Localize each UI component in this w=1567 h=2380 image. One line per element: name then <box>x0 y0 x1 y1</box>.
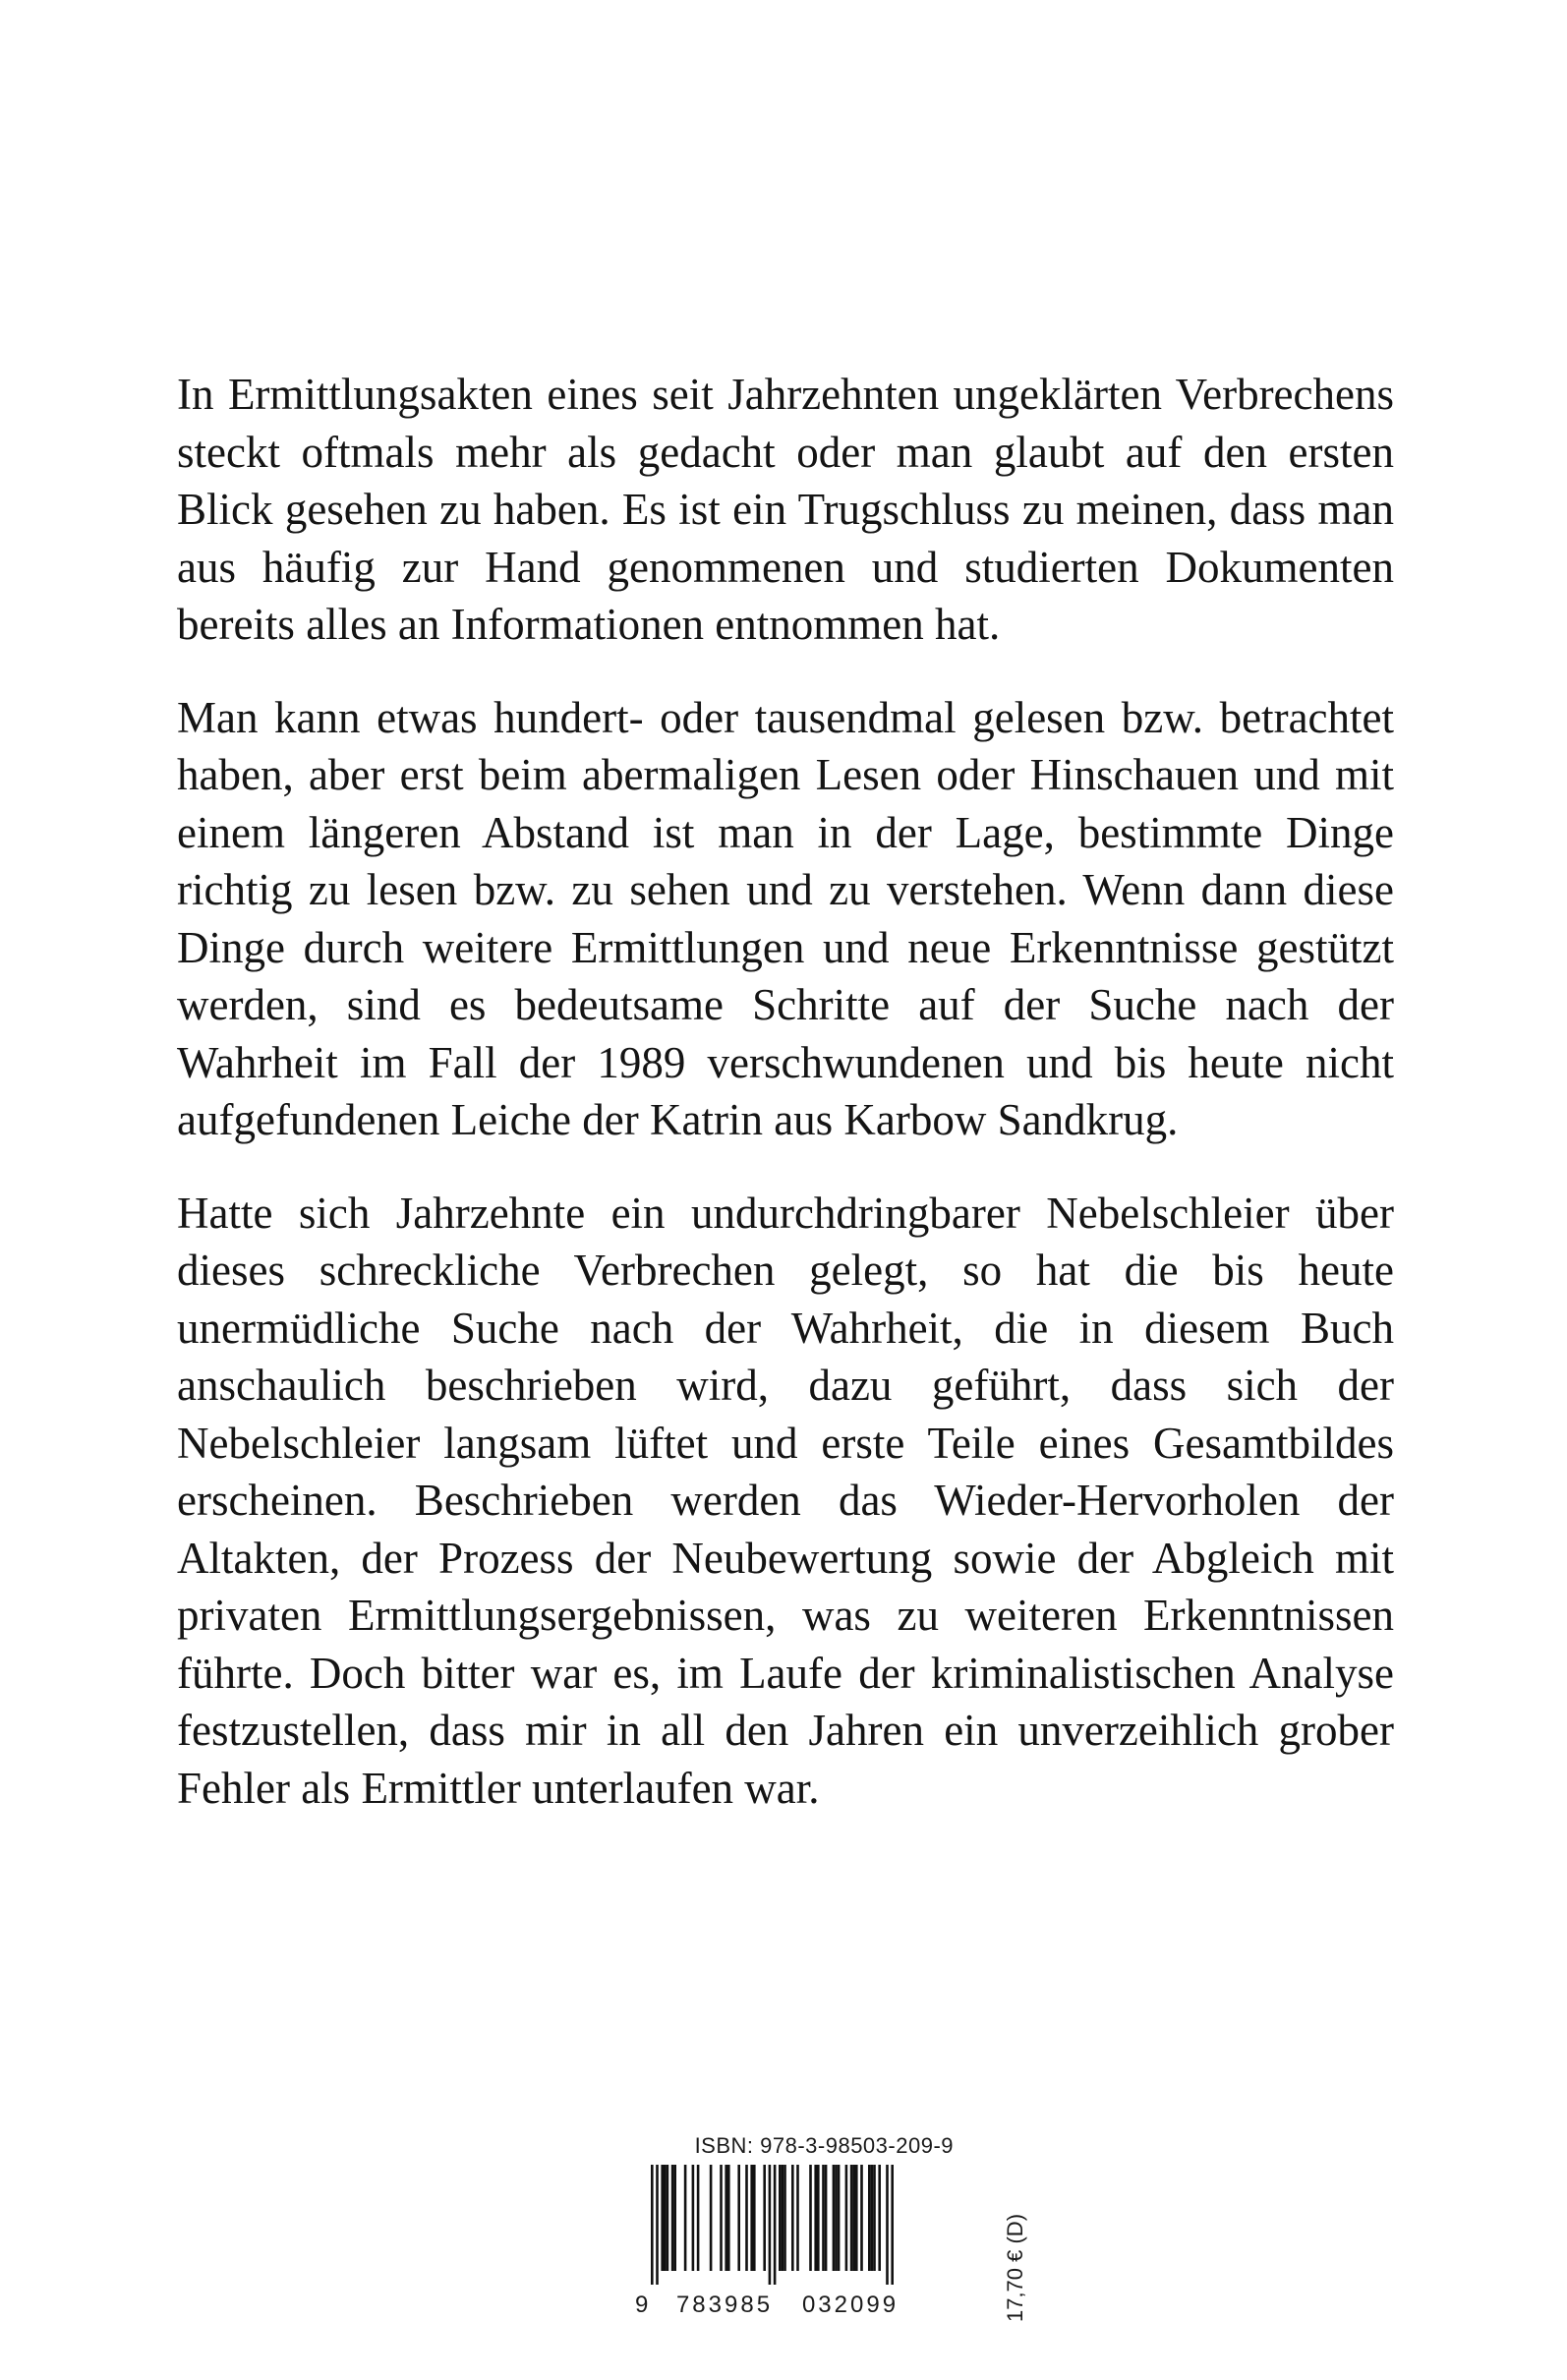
barcode-bar <box>671 2165 674 2271</box>
barcode-bar <box>684 2165 687 2271</box>
barcode-guard-bar <box>891 2165 894 2285</box>
barcode-guard-bar <box>651 2165 654 2285</box>
barcode-bar <box>878 2165 881 2271</box>
barcode-digits-left: 783985 <box>675 2292 774 2318</box>
barcode-bar <box>692 2165 695 2271</box>
barcode-digit-lead: 9 <box>635 2292 649 2318</box>
barcode-bar <box>791 2165 794 2271</box>
blurb-paragraph-3: Hatte sich Jahrzehnte ein undurchdringbarer Nebelschleier über dieses schreckliche Verbrechen gelegt, so hat die bis heute unermüdliche Suche nach der Wahrheit, die in diesem Buch anschaulich beschrieben wird, dazu geführt, dass sich der Nebelschleier langsam lüftet und erste Teile eines Gesamtbildes erscheinen. Beschrieben werden das Wieder-Hervorholen der Altakten, der Prozess der Neubewertung sowie der Abgleich mit privaten Ermittlungsergebnissen, was zu weiteren Erkenntnissen führte. Doch bitter war es, im Laufe der kriminalistischen Analyse festzustellen, dass mir in all den Jahren ein unverzeihlich grober Fehler als Ermittler unterlaufen war. <box>177 1188 1394 1813</box>
barcode-bar <box>737 2165 740 2271</box>
barcode-bar <box>727 2165 730 2271</box>
barcode-bars <box>651 2165 894 2285</box>
barcode-bar <box>822 2165 825 2271</box>
blurb-paragraph-1: In Ermittlungsakten eines seit Jahrzehnten ungeklärten Verbrechens steckt oftmals mehr als gedacht oder man glaubt auf den ersten Blick gesehen zu haben. Es ist ein Trugschluss zu meinen, dass man aus häufig zur Hand genommenen und studierten Dokumenten bereits alles an Informationen entnommen hat. <box>177 370 1394 649</box>
barcode-bar <box>825 2165 828 2271</box>
blurb-text <box>177 366 1394 1817</box>
ean13-barcode <box>629 2165 954 2322</box>
barcode-bar <box>782 2165 784 2271</box>
barcode-bar <box>710 2165 713 2271</box>
barcode-guard-bar <box>769 2165 772 2285</box>
barcode-bar <box>673 2165 676 2271</box>
barcode-bar <box>845 2165 848 2271</box>
barcode-bar <box>868 2165 871 2271</box>
barcode-bar <box>873 2165 876 2271</box>
price-label: 17,70 € (D) <box>1003 2213 1027 2323</box>
barcode-bar <box>852 2165 855 2271</box>
barcode-guard-bar <box>656 2165 659 2285</box>
barcode-bar <box>697 2165 700 2271</box>
barcode-guard-bar <box>886 2165 889 2285</box>
barcode-bar <box>750 2165 753 2271</box>
barcode-bar <box>667 2165 669 2271</box>
barcode-bar <box>833 2165 836 2271</box>
barcode-digits-right: 032099 <box>801 2292 900 2318</box>
barcode-bar <box>725 2165 727 2271</box>
barcode-bar <box>814 2165 817 2271</box>
barcode-block <box>629 2133 954 2330</box>
barcode-bar <box>763 2165 766 2271</box>
barcode-bar <box>784 2165 786 2271</box>
barcode-bar <box>838 2165 841 2271</box>
barcode-bar <box>817 2165 820 2271</box>
isbn-label: ISBN: 978-3-98503-209-9 <box>694 2133 954 2158</box>
barcode-bar <box>855 2165 858 2271</box>
barcode-bar <box>796 2165 799 2271</box>
barcode-bar <box>720 2165 723 2271</box>
barcode-bar <box>779 2165 782 2271</box>
blurb-paragraph-2: Man kann etwas hundert- oder tausendmal gelesen bzw. betrachtet haben, aber erst beim abermaligen Lesen oder Hinschauen und mit einem längeren Abstand ist man in der Lage, bestimmte Dinge richtig zu lesen bzw. zu sehen und zu verstehen. Wenn dann diese Dinge durch weitere Ermittlungen und neue Erkenntnisse gestützt werden, sind es bedeutsame Schritte auf der Suche nach der Wahrheit im Fall der 1989 verschwundenen und bis heute nicht aufgefundenen Leiche der Katrin aus Karbow Sandkrug. <box>177 692 1394 1144</box>
barcode-bar <box>860 2165 863 2271</box>
barcode-bar <box>809 2165 812 2271</box>
barcode-bar <box>745 2165 748 2271</box>
barcode-bar <box>661 2165 664 2271</box>
barcode-bar <box>850 2165 853 2271</box>
barcode-bar <box>835 2165 838 2271</box>
barcode-guard-bar <box>774 2165 777 2285</box>
barcode-bar <box>871 2165 874 2271</box>
barcode-bar <box>664 2165 667 2271</box>
barcode-bar <box>753 2165 756 2271</box>
